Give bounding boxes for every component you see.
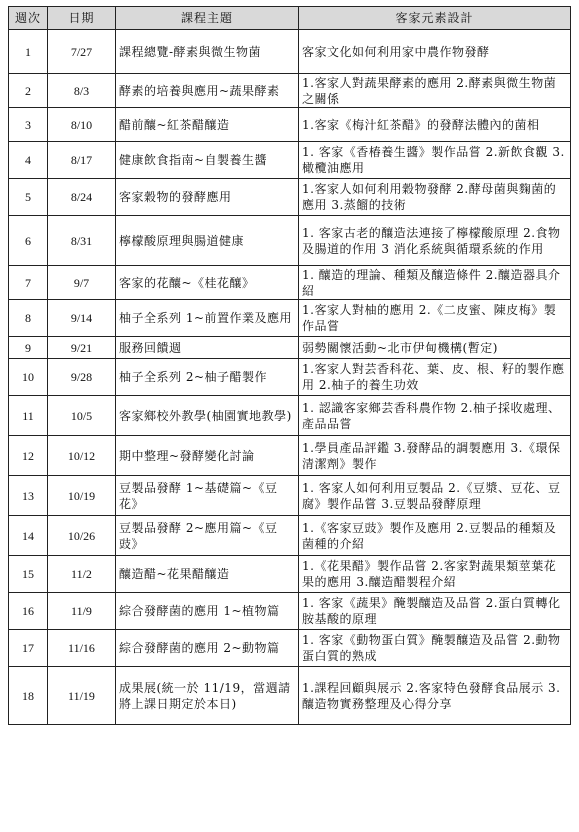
table-row xyxy=(9,476,571,516)
cell-week: 14 xyxy=(9,516,48,556)
cell-week: 3 xyxy=(9,108,48,142)
cell-hakka-element: 1. 認識客家鄉芸香科農作物 2.柚子採收處理、產品品嘗 xyxy=(299,396,571,436)
table-row xyxy=(9,359,571,396)
cell-date: 8/3 xyxy=(48,74,116,108)
header-week: 週次 xyxy=(9,7,48,30)
cell-week: 9 xyxy=(9,337,48,359)
cell-hakka-element: 1.客家人對蔬果酵素的應用 2.酵素與微生物菌之關係 xyxy=(299,74,571,108)
table-header xyxy=(9,7,571,30)
table-row xyxy=(9,142,571,179)
cell-theme: 服務回饋週 xyxy=(116,337,299,359)
cell-date: 11/19 xyxy=(48,667,116,725)
cell-hakka-element: 1. 客家《蔬果》醃製釀造及品嘗 2.蛋白質轉化胺基酸的原理 xyxy=(299,593,571,630)
cell-hakka-element: 1. 客家《動物蛋白質》醃製釀造及品嘗 2.動物蛋白質的熟成 xyxy=(299,630,571,667)
cell-week: 18 xyxy=(9,667,48,725)
cell-hakka-element: 客家文化如何利用家中農作物發酵 xyxy=(299,30,571,74)
table-row xyxy=(9,216,571,266)
cell-hakka-element: 1.客家人對柚的應用 2.《二皮蜜、陳皮梅》製作品嘗 xyxy=(299,300,571,337)
cell-week: 4 xyxy=(9,142,48,179)
header-row xyxy=(9,7,571,30)
cell-week: 11 xyxy=(9,396,48,436)
cell-theme: 期中整理~發酵變化討論 xyxy=(116,436,299,476)
cell-week: 16 xyxy=(9,593,48,630)
cell-date: 8/17 xyxy=(48,142,116,179)
header-hakka-element: 客家元素設計 xyxy=(299,7,571,30)
cell-week: 8 xyxy=(9,300,48,337)
cell-week: 6 xyxy=(9,216,48,266)
table-row xyxy=(9,108,571,142)
cell-date: 10/5 xyxy=(48,396,116,436)
cell-theme: 綜合發酵菌的應用 1~植物篇 xyxy=(116,593,299,630)
table-row xyxy=(9,516,571,556)
cell-theme: 柚子全系列 1~前置作業及應用 xyxy=(116,300,299,337)
table-row xyxy=(9,667,571,725)
cell-week: 1 xyxy=(9,30,48,74)
cell-hakka-element: 1. 客家古老的釀造法連接了檸檬酸原理 2.食物及腸道的作用 3 消化系統與循環系統的作用 xyxy=(299,216,571,266)
cell-theme: 柚子全系列 2~柚子醋製作 xyxy=(116,359,299,396)
header-theme: 課程主題 xyxy=(116,7,299,30)
cell-hakka-element: 1.客家人如何利用穀物發酵 2.酵母菌與麴菌的應用 3.蒸餾的技術 xyxy=(299,179,571,216)
cell-hakka-element: 弱勢關懷活動~北市伊甸機構(暫定) xyxy=(299,337,571,359)
table-body xyxy=(9,30,571,725)
cell-week: 10 xyxy=(9,359,48,396)
cell-date: 11/16 xyxy=(48,630,116,667)
cell-theme: 醋前釀~紅茶醋釀造 xyxy=(116,108,299,142)
cell-week: 12 xyxy=(9,436,48,476)
cell-week: 2 xyxy=(9,74,48,108)
cell-date: 8/31 xyxy=(48,216,116,266)
cell-hakka-element: 1.《客家豆豉》製作及應用 2.豆製品的種類及菌種的介紹 xyxy=(299,516,571,556)
cell-hakka-element: 1. 釀造的理論、種類及釀造條件 2.釀造器具介紹 xyxy=(299,266,571,300)
cell-date: 10/12 xyxy=(48,436,116,476)
cell-theme: 豆製品發酵 1~基礎篇~《豆花》 xyxy=(116,476,299,516)
cell-date: 9/21 xyxy=(48,337,116,359)
table-row xyxy=(9,30,571,74)
cell-theme: 成果展(統一於 11/19，當週請將上課日期定於本日) xyxy=(116,667,299,725)
table-row xyxy=(9,630,571,667)
cell-date: 11/9 xyxy=(48,593,116,630)
table-row xyxy=(9,396,571,436)
cell-hakka-element: 1.客家人對芸香科花、葉、皮、根、籽的製作應用 2.柚子的養生功效 xyxy=(299,359,571,396)
cell-theme: 健康飲食指南~自製養生醬 xyxy=(116,142,299,179)
cell-hakka-element: 1.課程回顧與展示 2.客家特色發酵食品展示 3.釀造物實務整理及心得分享 xyxy=(299,667,571,725)
cell-date: 9/14 xyxy=(48,300,116,337)
cell-date: 10/26 xyxy=(48,516,116,556)
cell-date: 10/19 xyxy=(48,476,116,516)
cell-date: 7/27 xyxy=(48,30,116,74)
cell-theme: 客家的花釀~《桂花釀》 xyxy=(116,266,299,300)
cell-date: 8/10 xyxy=(48,108,116,142)
cell-theme: 綜合發酵菌的應用 2~動物篇 xyxy=(116,630,299,667)
cell-week: 17 xyxy=(9,630,48,667)
cell-hakka-element: 1.客家《梅汁紅茶醋》的發酵法體內的菌相 xyxy=(299,108,571,142)
cell-theme: 客家鄉校外教學(柚園實地教學) xyxy=(116,396,299,436)
table-row xyxy=(9,337,571,359)
cell-date: 9/28 xyxy=(48,359,116,396)
cell-theme: 課程總覽-酵素與微生物菌 xyxy=(116,30,299,74)
cell-hakka-element: 1. 客家《香椿養生醬》製作品嘗 2.新飲食觀 3.橄欖油應用 xyxy=(299,142,571,179)
cell-hakka-element: 1. 客家人如何利用豆製品 2.《豆漿、豆花、豆腐》製作品嘗 3.豆製品發酵原理 xyxy=(299,476,571,516)
cell-date: 11/2 xyxy=(48,556,116,593)
table-row xyxy=(9,593,571,630)
cell-date: 9/7 xyxy=(48,266,116,300)
cell-theme: 釀造醋~花果醋釀造 xyxy=(116,556,299,593)
header-date: 日期 xyxy=(48,7,116,30)
cell-date: 8/24 xyxy=(48,179,116,216)
table-row xyxy=(9,436,571,476)
cell-theme: 酵素的培養與應用~蔬果酵素 xyxy=(116,74,299,108)
table-row xyxy=(9,266,571,300)
course-schedule-table xyxy=(8,6,571,725)
table-row xyxy=(9,300,571,337)
cell-theme: 客家穀物的發酵應用 xyxy=(116,179,299,216)
cell-theme: 檸檬酸原理與腸道健康 xyxy=(116,216,299,266)
cell-week: 7 xyxy=(9,266,48,300)
table-row xyxy=(9,556,571,593)
cell-hakka-element: 1.《花果醋》製作品嘗 2.客家對蔬果類莖葉花果的應用 3.釀造醋製程介紹 xyxy=(299,556,571,593)
table-row xyxy=(9,74,571,108)
cell-hakka-element: 1.學員產品評鑑 3.發酵品的調製應用 3.《環保清潔劑》製作 xyxy=(299,436,571,476)
cell-week: 5 xyxy=(9,179,48,216)
cell-week: 13 xyxy=(9,476,48,516)
cell-week: 15 xyxy=(9,556,48,593)
table-row xyxy=(9,179,571,216)
cell-theme: 豆製品發酵 2~應用篇~《豆豉》 xyxy=(116,516,299,556)
